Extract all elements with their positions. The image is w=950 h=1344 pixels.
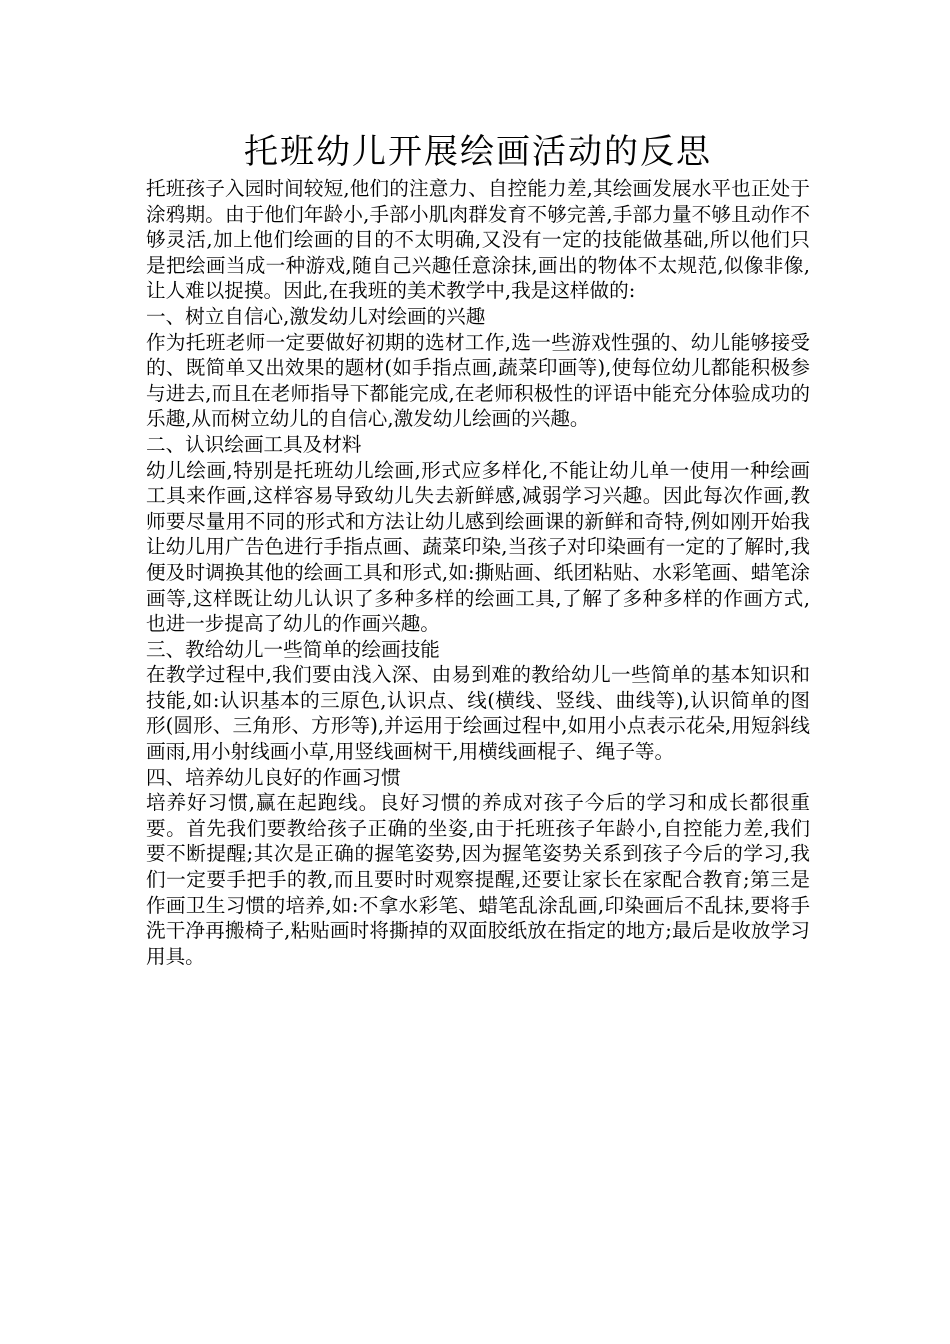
- section-heading-2: 二、认识绘画工具及材料: [146, 432, 362, 456]
- section-heading-4: 四、培养幼儿良好的作画习惯: [146, 765, 401, 789]
- section-paragraph-2: 幼儿绘画,特别是托班幼儿绘画,形式应多样化,不能让幼儿单一使用一种绘画工具来作画,这样容易导致幼儿失去新鲜感,减弱学习兴趣。因此每次作画,教师要尽量用不同的形式和方法让幼儿感到绘画课的新鲜和奇特,例如刚开始我让幼儿用广告色进行手指点画、蔬菜印染,当孩子对印染画有一定的了解时,我便及时调换其他的绘画工具和形式,如:撕贴画、纸团粘贴、水彩笔画、蜡笔涂画等,这样既让幼儿认识了多种多样的绘画工具,了解了多种多样的作画方式,也进一步提高了幼儿的作画兴趣。: [146, 458, 810, 636]
- intro-paragraph: 托班孩子入园时间较短,他们的注意力、自控能力差,其绘画发展水平也正处于涂鸦期。由于他们年龄小,手部小肌肉群发育不够完善,手部力量不够且动作不够灵活,加上他们绘画的目的不太明确,又没有一定的技能做基础,所以他们只是把绘画当成一种游戏,随自己兴趣任意涂抹,画出的物体不太规范,似像非像,让人难以捉摸。因此,在我班的美术教学中,我是这样做的:: [146, 177, 810, 303]
- section-paragraph-4: 培养好习惯,赢在起跑线。良好习惯的养成对孩子今后的学习和成长都很重要。首先我们要教给孩子正确的坐姿,由于托班孩子年龄小,自控能力差,我们要不断提醒;其次是正确的握笔姿势,因为握笔姿势关系到孩子今后的学习,我们一定要手把手的教,而且要时时观察提醒,还要让家长在家配合教育;第三是作画卫生习惯的培养,如:不拿水彩笔、蜡笔乱涂乱画,印染画后不乱抹,要将手洗干净再搬椅子,粘贴画时将撕掉的双面胶纸放在指定的地方;最后是收放学习用具。: [146, 791, 810, 968]
- document-body: [146, 176, 810, 969]
- section-heading-3: 三、教给幼儿一些简单的绘画技能: [146, 637, 440, 661]
- section-heading-1: 一、树立自信心,激发幼儿对绘画的兴趣: [146, 304, 486, 328]
- section-paragraph-1: 作为托班老师一定要做好初期的选材工作,选一些游戏性强的、幼儿能够接受的、既简单又出效果的题材(如手指点画,蔬菜印画等),使每位幼儿都能积极参与进去,而且在老师指导下都能完成,在老师积极性的评语中能充分体验成功的乐趣,从而树立幼儿的自信心,激发幼儿绘画的兴趣。: [146, 330, 810, 431]
- document-title: 托班幼儿开展绘画活动的反思: [244, 132, 712, 172]
- section-paragraph-3: 在教学过程中,我们要由浅入深、由易到难的教给幼儿一些简单的基本知识和技能,如:认识基本的三原色,认识点、线(横线、竖线、曲线等),认识简单的图形(圆形、三角形、方形等),并运用于绘画过程中,如用小点表示花朵,用短斜线画雨,用小射线画小草,用竖线画树干,用横线画棍子、绳子等。: [146, 663, 810, 764]
- document-page: [146, 128, 810, 969]
